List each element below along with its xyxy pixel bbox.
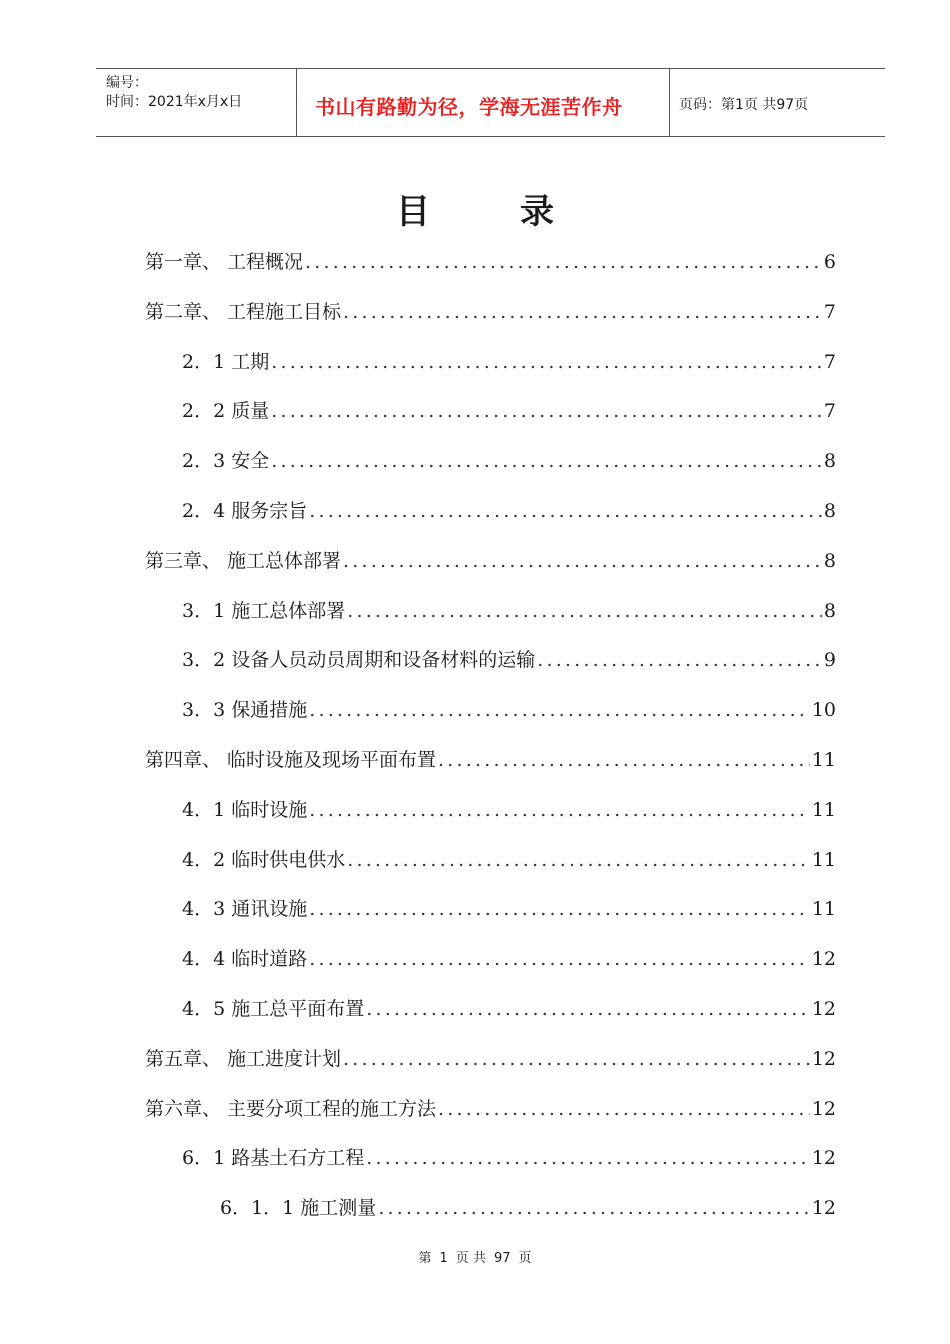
toc-leader-dots — [343, 1048, 810, 1070]
toc-leader-dots — [378, 1197, 810, 1219]
toc-entry-label: 3．1 施工总体部署 — [182, 599, 346, 622]
toc-entry[interactable] — [220, 1189, 836, 1219]
toc-leader-dots — [438, 1098, 810, 1120]
header-page-info — [670, 69, 885, 136]
time-label: 时间：2021年x月x日 — [106, 94, 243, 110]
toc-leader-dots — [343, 301, 822, 323]
toc-entry-label: 4．1 临时设施 — [182, 798, 308, 821]
toc-title — [0, 184, 950, 233]
toc-leader-dots — [347, 849, 810, 871]
toc-entry[interactable] — [182, 791, 836, 821]
toc-leader-dots — [347, 600, 822, 622]
toc-entry-label: 6．1．1 施工测量 — [220, 1197, 377, 1220]
toc-entry-label: 第二章、 工程施工目标 — [145, 300, 342, 323]
motto-text: 书山有路勤为径，学海无涯苦作舟 — [315, 95, 623, 119]
toc-entry[interactable] — [182, 641, 836, 671]
toc-leader-dots — [271, 351, 822, 373]
title-char-2: 录 — [520, 192, 554, 232]
toc-entry-label: 4．2 临时供电供水 — [182, 848, 346, 871]
header-motto — [297, 69, 670, 136]
toc-entry-page: 10 — [811, 699, 836, 722]
toc-entry-label: 第一章、 工程概况 — [145, 251, 304, 273]
toc-entry-page: 7 — [823, 400, 836, 423]
toc-leader-dots — [309, 898, 810, 920]
toc-entry-label: 2．1 工期 — [182, 350, 270, 373]
toc-entry[interactable] — [182, 940, 836, 970]
toc-leader-dots — [343, 550, 822, 572]
toc-entry-label: 2．2 质量 — [182, 400, 270, 423]
toc-entry-page: 12 — [811, 1097, 836, 1120]
toc-entry-label: 4．3 通讯设施 — [182, 898, 308, 921]
toc-entry[interactable] — [182, 691, 836, 721]
toc-entry[interactable] — [145, 1040, 836, 1070]
toc-entry[interactable] — [145, 293, 836, 323]
toc-leader-dots — [537, 649, 822, 671]
toc-leader-dots — [366, 1147, 810, 1169]
toc-entry[interactable] — [182, 890, 836, 920]
toc-entry-page: 9 — [823, 649, 836, 672]
toc-entry[interactable] — [145, 1090, 836, 1120]
toc-leader-dots — [366, 998, 810, 1020]
page-footer — [0, 1247, 950, 1266]
toc-entry-label: 第五章、 施工进度计划 — [145, 1047, 342, 1070]
toc-entry[interactable] — [182, 343, 836, 373]
toc-entry-label: 第四章、 临时设施及现场平面布置 — [145, 749, 437, 771]
toc-entry[interactable] — [182, 592, 836, 622]
header-meta — [96, 69, 297, 136]
toc-leader-dots — [305, 251, 822, 273]
toc-entry-label: 4．4 临时道路 — [182, 948, 308, 971]
toc-entry-page: 8 — [823, 450, 836, 473]
page-info-text: 页码：第1页 共97页 — [679, 97, 809, 113]
toc-entry-label: 第三章、 施工总体部署 — [145, 549, 342, 572]
toc-entry-page: 12 — [811, 1047, 836, 1070]
toc-entry-label: 4．5 施工总平面布置 — [182, 998, 365, 1020]
toc-entry-page: 6 — [823, 251, 836, 273]
toc-leader-dots — [309, 799, 810, 821]
toc-entry-label: 第六章、 主要分项工程的施工方法 — [145, 1097, 437, 1120]
toc-entry-page: 11 — [811, 798, 836, 821]
toc-entry-page: 8 — [823, 500, 836, 522]
toc-entry-page: 7 — [823, 350, 836, 373]
toc-entry[interactable] — [145, 542, 836, 572]
toc-leader-dots — [438, 749, 810, 771]
toc-entry[interactable] — [182, 990, 836, 1020]
toc-entry-page: 12 — [811, 998, 836, 1020]
footer-page: 1 — [439, 1251, 448, 1266]
footer-mid: 页 共 — [455, 1251, 486, 1266]
toc-entry-label: 2．3 安全 — [182, 450, 270, 473]
toc-entry-page: 8 — [823, 599, 836, 622]
title-char-1: 目 — [396, 192, 430, 232]
toc-leader-dots — [309, 699, 810, 721]
toc-entry-page: 7 — [823, 300, 836, 323]
toc-leader-dots — [309, 500, 822, 522]
footer-prefix: 第 — [418, 1251, 432, 1266]
toc-leader-dots — [271, 400, 822, 422]
toc-entry-page: 11 — [811, 749, 836, 771]
toc-entry[interactable] — [182, 1139, 836, 1169]
toc-entry-page: 12 — [811, 1197, 836, 1220]
toc-leader-dots — [271, 450, 822, 472]
toc-entry-page: 12 — [811, 948, 836, 971]
footer-suffix: 页 — [518, 1251, 532, 1266]
toc-entry[interactable] — [182, 492, 836, 522]
toc-entry-page: 8 — [823, 549, 836, 572]
toc-entry-page: 11 — [811, 898, 836, 921]
toc-entry[interactable] — [182, 841, 836, 871]
serial-label: 编号： — [106, 75, 148, 91]
toc-entry-label: 6．1 路基土石方工程 — [182, 1147, 365, 1170]
footer-total: 97 — [493, 1251, 511, 1266]
toc-entry[interactable] — [145, 741, 836, 771]
toc-entry[interactable] — [182, 442, 836, 472]
toc-entry[interactable] — [145, 243, 836, 273]
toc-entry[interactable] — [182, 392, 836, 422]
toc-entry-label: 3．3 保通措施 — [182, 699, 308, 722]
toc-entry-label: 2．4 服务宗旨 — [182, 500, 308, 522]
page-header — [96, 68, 885, 137]
toc-leader-dots — [309, 948, 810, 970]
toc-entry-label: 3．2 设备人员动员周期和设备材料的运输 — [182, 649, 536, 672]
toc-entry-page: 12 — [811, 1147, 836, 1170]
toc-entry-page: 11 — [811, 848, 836, 871]
